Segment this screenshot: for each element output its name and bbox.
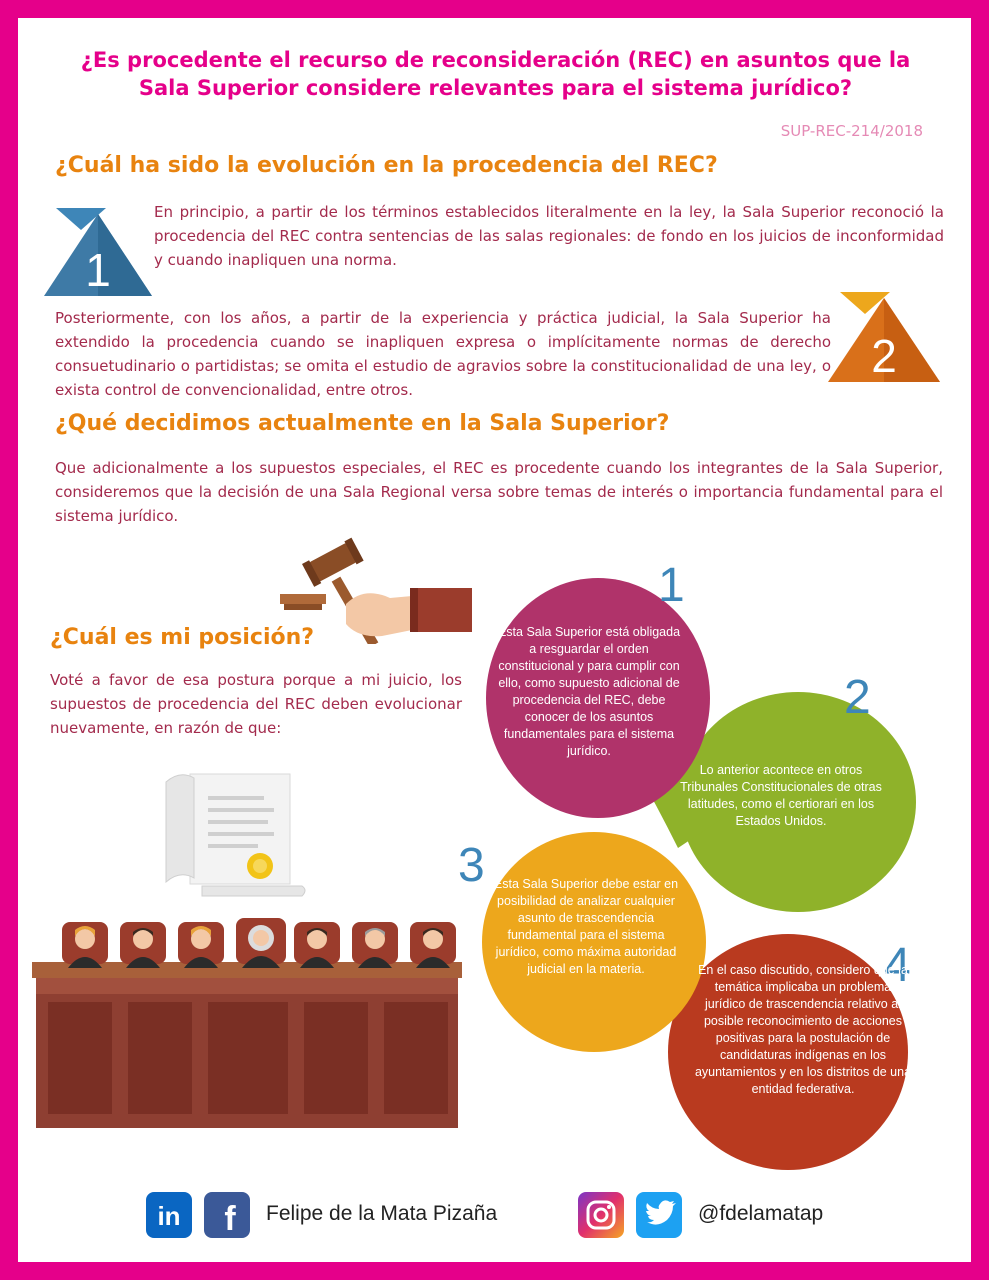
tribunal-judges-illustration (32, 918, 462, 1138)
reason3-number: 3 (458, 839, 485, 892)
social-handle: @fdelamatap (698, 1202, 824, 1225)
step2-text: Posteriormente, con los años, a partir de la experiencia y práctica judicial, la Sala Superior ha extendido la procedencia cuando se inapliquen expresa o implícitamente normas de derecho consuetudinario o partidistas; se omita el estudio de agravios sobre la constitucionalidad de una ley, o exista control de convencionalidad, entre otros. (55, 309, 831, 399)
position-text: Voté a favor de esa postura porque a mi juicio, los supuestos de procedencia del REC deben evolucionar nuevamente, en razón de que: (50, 671, 462, 737)
facebook-icon[interactable] (204, 1192, 250, 1238)
author-name: Felipe de la Mata Pizaña (266, 1202, 498, 1225)
svg-text:in: in (157, 1201, 181, 1231)
position-heading: ¿Cuál es mi posición? (50, 625, 315, 650)
reason1-number: 1 (658, 559, 685, 612)
twitter-icon[interactable] (636, 1192, 682, 1238)
reason1-text: Esta Sala Superior está obligada a resguardar el orden constitucional y para cumplir con ello, como supuesto adicional de procedencia del REC, debe conocer de los asuntos fundamentales para el sistema jurídico. (497, 625, 681, 758)
infographic-page (18, 18, 971, 1262)
decision-heading: ¿Qué decidimos actualmente en la Sala Superior? (55, 411, 670, 436)
step2-triangle-icon (824, 290, 942, 386)
reason2-text: Lo anterior acontece en otros Tribunales Constitucionales de otras latitudes, como el certiorari en los Estados Unidos. (680, 763, 882, 828)
reason2-number: 2 (844, 671, 871, 724)
step1-triangle-icon (42, 206, 154, 300)
instagram-icon[interactable] (578, 1192, 624, 1238)
decision-text: Que adicionalmente a los supuestos especiales, el REC es procedente cuando los integrantes de la Sala Superior, consideremos que la decisión de una Sala Regional versa sobre temas de interés o importancia fundamental para el sistema jurídico. (55, 459, 943, 525)
step1-number: 1 (85, 244, 111, 296)
page-title: ¿Es procedente el recurso de reconsideración (REC) en asuntos que la Sala Superior considere relevantes para el sistema jurídico? (80, 48, 911, 100)
step1-text: En principio, a partir de los términos establecidos literalmente en la ley, la Sala Superior reconoció la procedencia del REC contra sentencias de las salas regionales: de fondo en los juicios de inconformidad y cuando inapliquen una norma. (154, 203, 944, 269)
reason4-number: 4 (884, 939, 911, 992)
reason4-text: En el caso discutido, considero que la temática implicaba un problema jurídico de trascendencia relativo al posible reconocimiento de acciones positivas para la postulación de candidaturas indígenas en los ayuntamientos y en los distritos de una entidad federativa. (694, 963, 912, 1096)
document-scroll-icon (162, 768, 312, 898)
reason3-text: Esta Sala Superior debe estar en posibilidad de analizar cualquier asunto de trascendencia fundamental para el sistema jurídico, como máxima autoridad judicial en la materia. (493, 877, 679, 976)
step2-number: 2 (871, 330, 897, 382)
case-number: SUP-REC-214/2018 (780, 122, 923, 140)
linkedin-icon[interactable] (146, 1192, 192, 1238)
svg-text:f: f (224, 1200, 236, 1238)
evolution-heading: ¿Cuál ha sido la evolución en la procedencia del REC? (55, 153, 718, 178)
